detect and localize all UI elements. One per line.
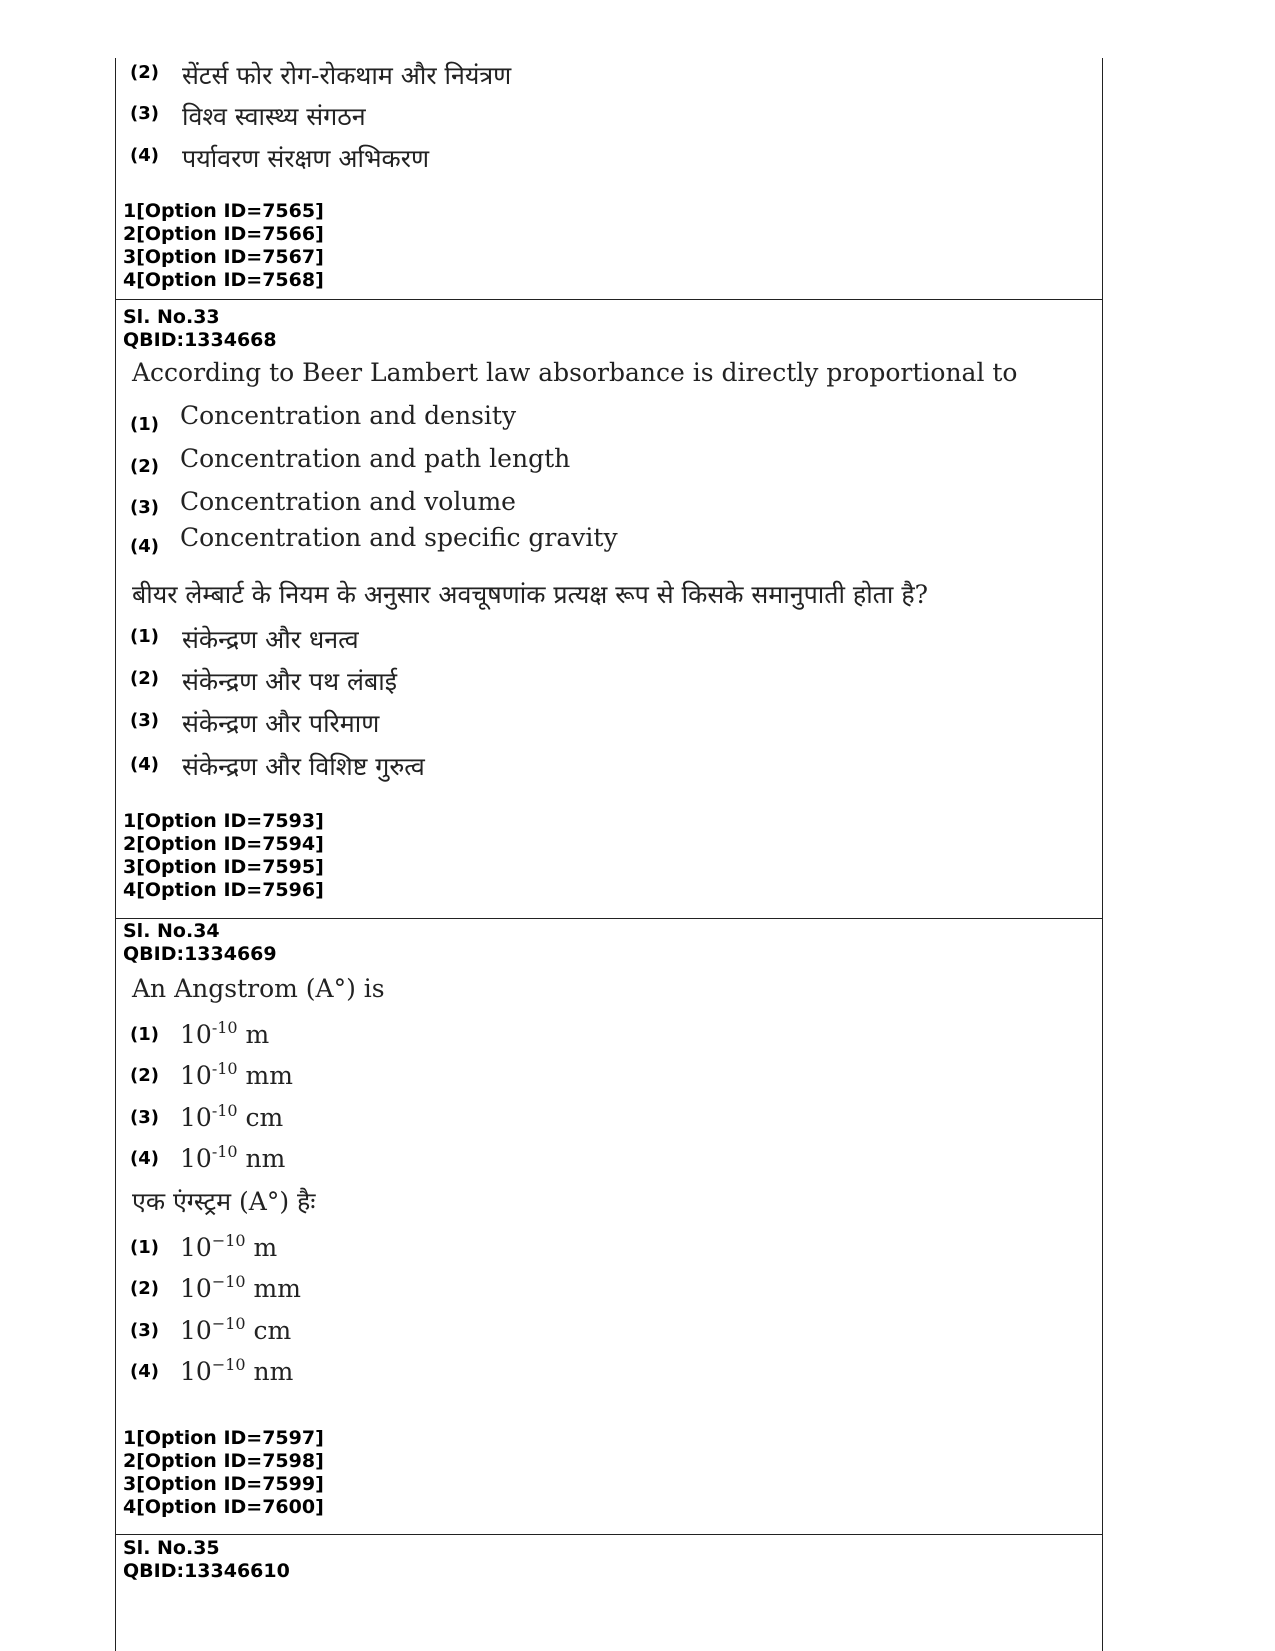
option-text: $10^{-10}$ m xyxy=(180,1231,278,1262)
option-number: (2) xyxy=(130,456,159,477)
option-number: (2) xyxy=(130,1278,159,1299)
option-text: Concentration and path length xyxy=(180,444,571,473)
option-text: विश्व स्वास्थ्य संगठन xyxy=(182,102,366,131)
option-number: (2) xyxy=(130,62,159,83)
option-id: 2[Option ID=7566] xyxy=(123,223,324,245)
option-number: (4) xyxy=(130,145,159,166)
serial-number: Sl. No.33 xyxy=(123,306,220,328)
option-id: 4[Option ID=7596] xyxy=(123,879,324,901)
option-text: $10^{-10}$ cm xyxy=(180,1101,284,1132)
option-number: (4) xyxy=(130,1361,159,1382)
option-number: (4) xyxy=(130,1148,159,1169)
option-text: Concentration and specific gravity xyxy=(180,523,618,552)
option-number: (3) xyxy=(130,710,159,731)
option-text: $10^{-10}$ cm xyxy=(180,1314,292,1345)
option-text: संकेन्द्रण और पथ लंबाई xyxy=(182,667,397,696)
option-id: 4[Option ID=7600] xyxy=(123,1496,324,1518)
option-number: (4) xyxy=(130,754,159,775)
option-text: $10^{-10}$ mm xyxy=(180,1272,301,1303)
option-number: (4) xyxy=(130,536,159,557)
option-id: 3[Option ID=7567] xyxy=(123,246,324,268)
qbid: QBID:13346610 xyxy=(123,1560,290,1582)
option-text: Concentration and density xyxy=(180,401,517,430)
question-stem-hi: बीयर लेम्बार्ट के नियम के अनुसार अवचूषणांक प्रत्यक्ष रूप से किसके समानुपाती होता है? xyxy=(132,580,929,609)
row-divider xyxy=(116,299,1102,300)
qbid: QBID:1334669 xyxy=(123,943,277,965)
option-id: 4[Option ID=7568] xyxy=(123,269,324,291)
option-number: (2) xyxy=(130,1065,159,1086)
option-number: (3) xyxy=(130,103,159,124)
option-text: सेंटर्स फोर रोग-रोकथाम और नियंत्रण xyxy=(182,61,512,90)
option-text: Concentration and volume xyxy=(180,487,516,516)
option-number: (1) xyxy=(130,414,159,435)
option-number: (3) xyxy=(130,1107,159,1128)
option-text: $10^{-10}$ m xyxy=(180,1018,270,1049)
question-stem-en: An Angstrom (A°) is xyxy=(132,974,385,1003)
row-divider xyxy=(116,1534,1102,1535)
option-number: (3) xyxy=(130,497,159,518)
option-text: पर्यावरण संरक्षण अभिकरण xyxy=(182,144,430,173)
option-text: $10^{-10}$ nm xyxy=(180,1355,294,1386)
question-stem-en: According to Beer Lambert law absorbance is directly proportional to xyxy=(132,358,1018,387)
serial-number: Sl. No.34 xyxy=(123,920,220,942)
option-text: संकेन्द्रण और परिमाण xyxy=(182,709,380,738)
option-number: (1) xyxy=(130,626,159,647)
option-text: $10^{-10}$ mm xyxy=(180,1059,293,1090)
option-text: $10^{-10}$ nm xyxy=(180,1142,286,1173)
option-text: संकेन्द्रण और विशिष्ट गुरुत्व xyxy=(182,752,425,781)
option-number: (1) xyxy=(130,1237,159,1258)
option-id: 3[Option ID=7595] xyxy=(123,856,324,878)
option-id: 2[Option ID=7598] xyxy=(123,1450,324,1472)
option-number: (3) xyxy=(130,1320,159,1341)
row-divider xyxy=(116,918,1102,919)
qbid: QBID:1334668 xyxy=(123,329,277,351)
option-number: (2) xyxy=(130,668,159,689)
option-number: (1) xyxy=(130,1024,159,1045)
option-id: 1[Option ID=7593] xyxy=(123,810,324,832)
option-id: 3[Option ID=7599] xyxy=(123,1473,324,1495)
question-stem-hi: एक एंग्स्ट्रम (A°) हैः xyxy=(132,1187,316,1216)
option-id: 1[Option ID=7565] xyxy=(123,200,324,222)
serial-number: Sl. No.35 xyxy=(123,1537,220,1559)
option-text: संकेन्द्रण और धनत्व xyxy=(182,625,359,654)
option-id: 1[Option ID=7597] xyxy=(123,1427,324,1449)
option-id: 2[Option ID=7594] xyxy=(123,833,324,855)
